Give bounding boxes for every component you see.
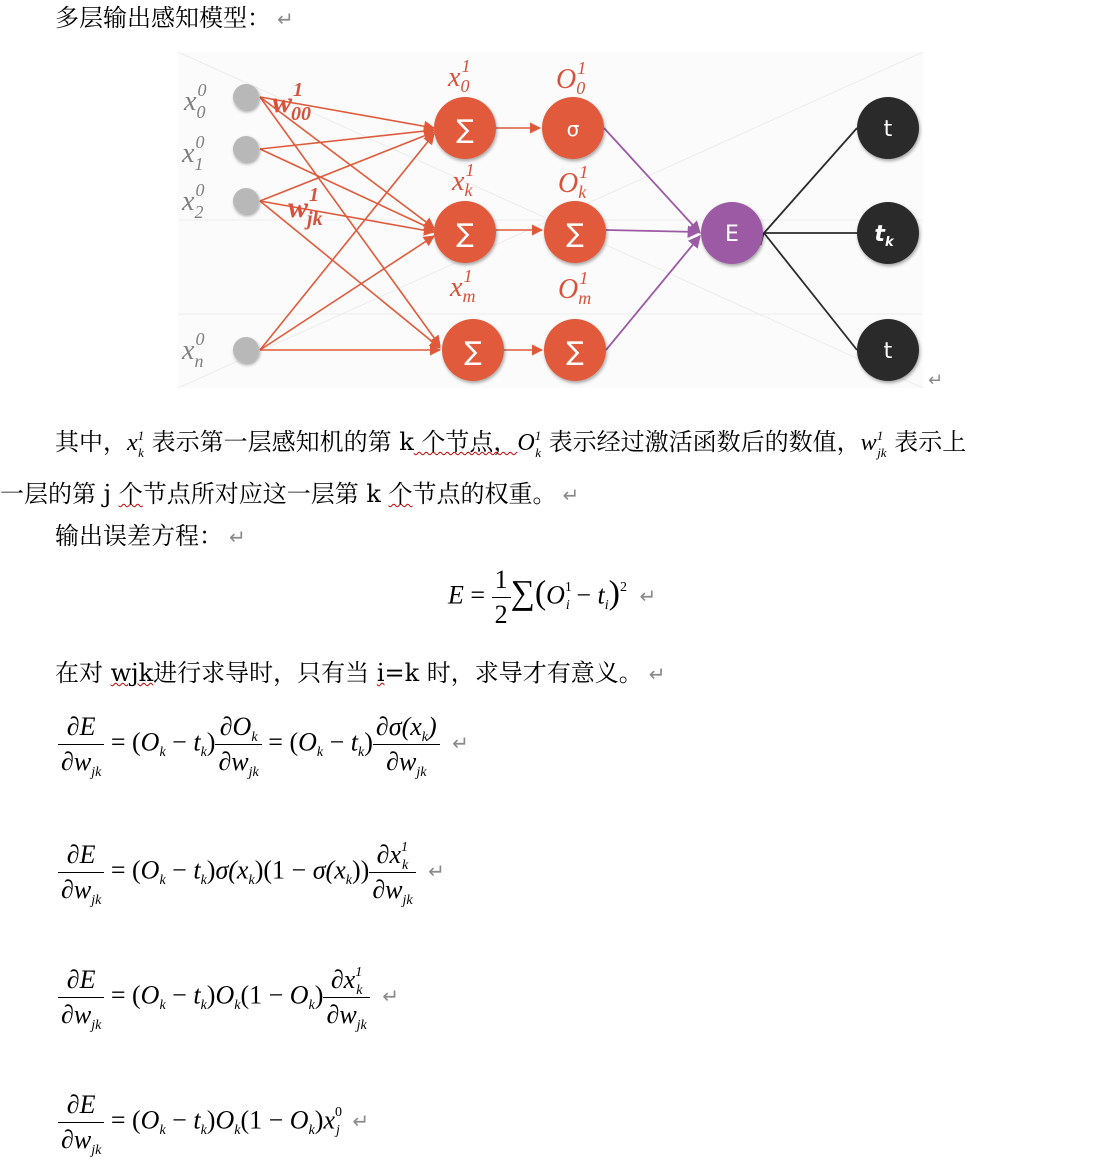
perceptron-diagram	[178, 52, 944, 392]
sum-symbol: ∑	[566, 219, 584, 249]
derivative-equation-3: $\frac{\partial E}{\partial w_{jk}}$ = $(O_k - t_k)O_k(1 - O_k)$ $\frac{\partial x^1_k}{\partial w_{jk}}$ ↵	[58, 965, 399, 1030]
sum-symbol: ∑	[464, 337, 482, 367]
return-mark: ↵	[229, 525, 246, 549]
return-mark: ↵	[452, 731, 469, 756]
sum-symbol: ∑	[456, 219, 474, 249]
weight-label-00: $w^1$ 00	[272, 79, 312, 125]
o-label-k: $O^1$ k	[558, 162, 589, 202]
input-node-1	[233, 136, 259, 162]
target-node-k	[857, 202, 919, 264]
derivative-equation-2: $\frac{\partial E}{\partial w_{jk}}$ = $(O_k - t_k)\sigma(x_k)(1 - \sigma(x_k))$ $\frac{\partial x^1_k}{\partial w_{jk}}$ ↵	[58, 840, 445, 905]
x-label-0: $x^1$ 0	[448, 56, 471, 96]
derivative-equation-1: $\frac{\partial E}{\partial w_{jk}}$ = $(O_k - t_k)$ $\frac{\partial O_k}{\partial w_{jk}}$ = $(O_k - t_k)$ $\frac{\partial\sigma(x_k)}{\partial w_{jk}}$ ↵	[58, 712, 469, 777]
input-label-0: $x^0$ 0	[184, 80, 207, 122]
return-mark: ↵	[928, 370, 944, 391]
x-label-m: $x^1$ m	[450, 266, 476, 306]
input-label-1: $x^0$ 1	[182, 132, 205, 174]
weight-label-jk: $w^1$ jk	[288, 184, 323, 230]
paragraph-definitions-line2: 一层的第 j 个节点所对应这一层第 k 个节点的权重。 ↵	[0, 480, 580, 508]
derivative-equation-4: $\frac{\partial E}{\partial w_{jk}}$ = $(O_k - t_k)O_k(1 - O_k)x^0_j$ ↵	[58, 1090, 369, 1155]
target-symbol-k: $t_k$	[874, 222, 894, 250]
sum-symbol: ∑	[456, 115, 474, 145]
o-label-0: $O^1$ 0	[556, 58, 587, 98]
x-label-k: $x^1$ k	[452, 160, 475, 200]
return-mark: ↵	[352, 1109, 370, 1134]
return-mark: ↵	[639, 584, 657, 609]
error-symbol: E	[725, 222, 739, 247]
target-symbol: t	[883, 117, 893, 142]
paragraph-definitions: 其中，$x^1_k$ 表示第一层感知机的第 k 个节点，$O^1_k$ 表示经过激活函数后的数值，$w^1_{jk}$ 表示上	[55, 428, 967, 460]
error-equation: E = $\frac{1}{2}$ $\sum(O^1_i - t_i)^2$ ↵	[448, 565, 657, 629]
return-mark: ↵	[648, 662, 666, 686]
input-node-2	[233, 188, 259, 214]
return-mark: ↵	[428, 859, 445, 884]
error-equation-title: 输出误差方程： ↵	[55, 522, 246, 550]
input-label-n: $x^0$ n	[182, 329, 205, 371]
return-mark: ↵	[562, 483, 580, 507]
input-node-n	[233, 337, 259, 363]
return-mark: ↵	[277, 7, 294, 31]
sum-symbol: ∑	[566, 337, 584, 367]
input-node-0	[233, 84, 259, 110]
sigma-symbol: σ	[566, 117, 580, 141]
input-label-2: $x^0$ 2	[182, 180, 205, 222]
derivative-condition: 在对 wjk进行求导时，只有当 i=k 时，求导才有意义。 ↵	[55, 659, 666, 687]
o-label-m: $O^1$ m	[558, 268, 592, 308]
return-mark: ↵	[382, 984, 400, 1009]
model-title: 多层输出感知模型： ↵	[55, 4, 294, 32]
target-symbol: t	[883, 339, 893, 364]
